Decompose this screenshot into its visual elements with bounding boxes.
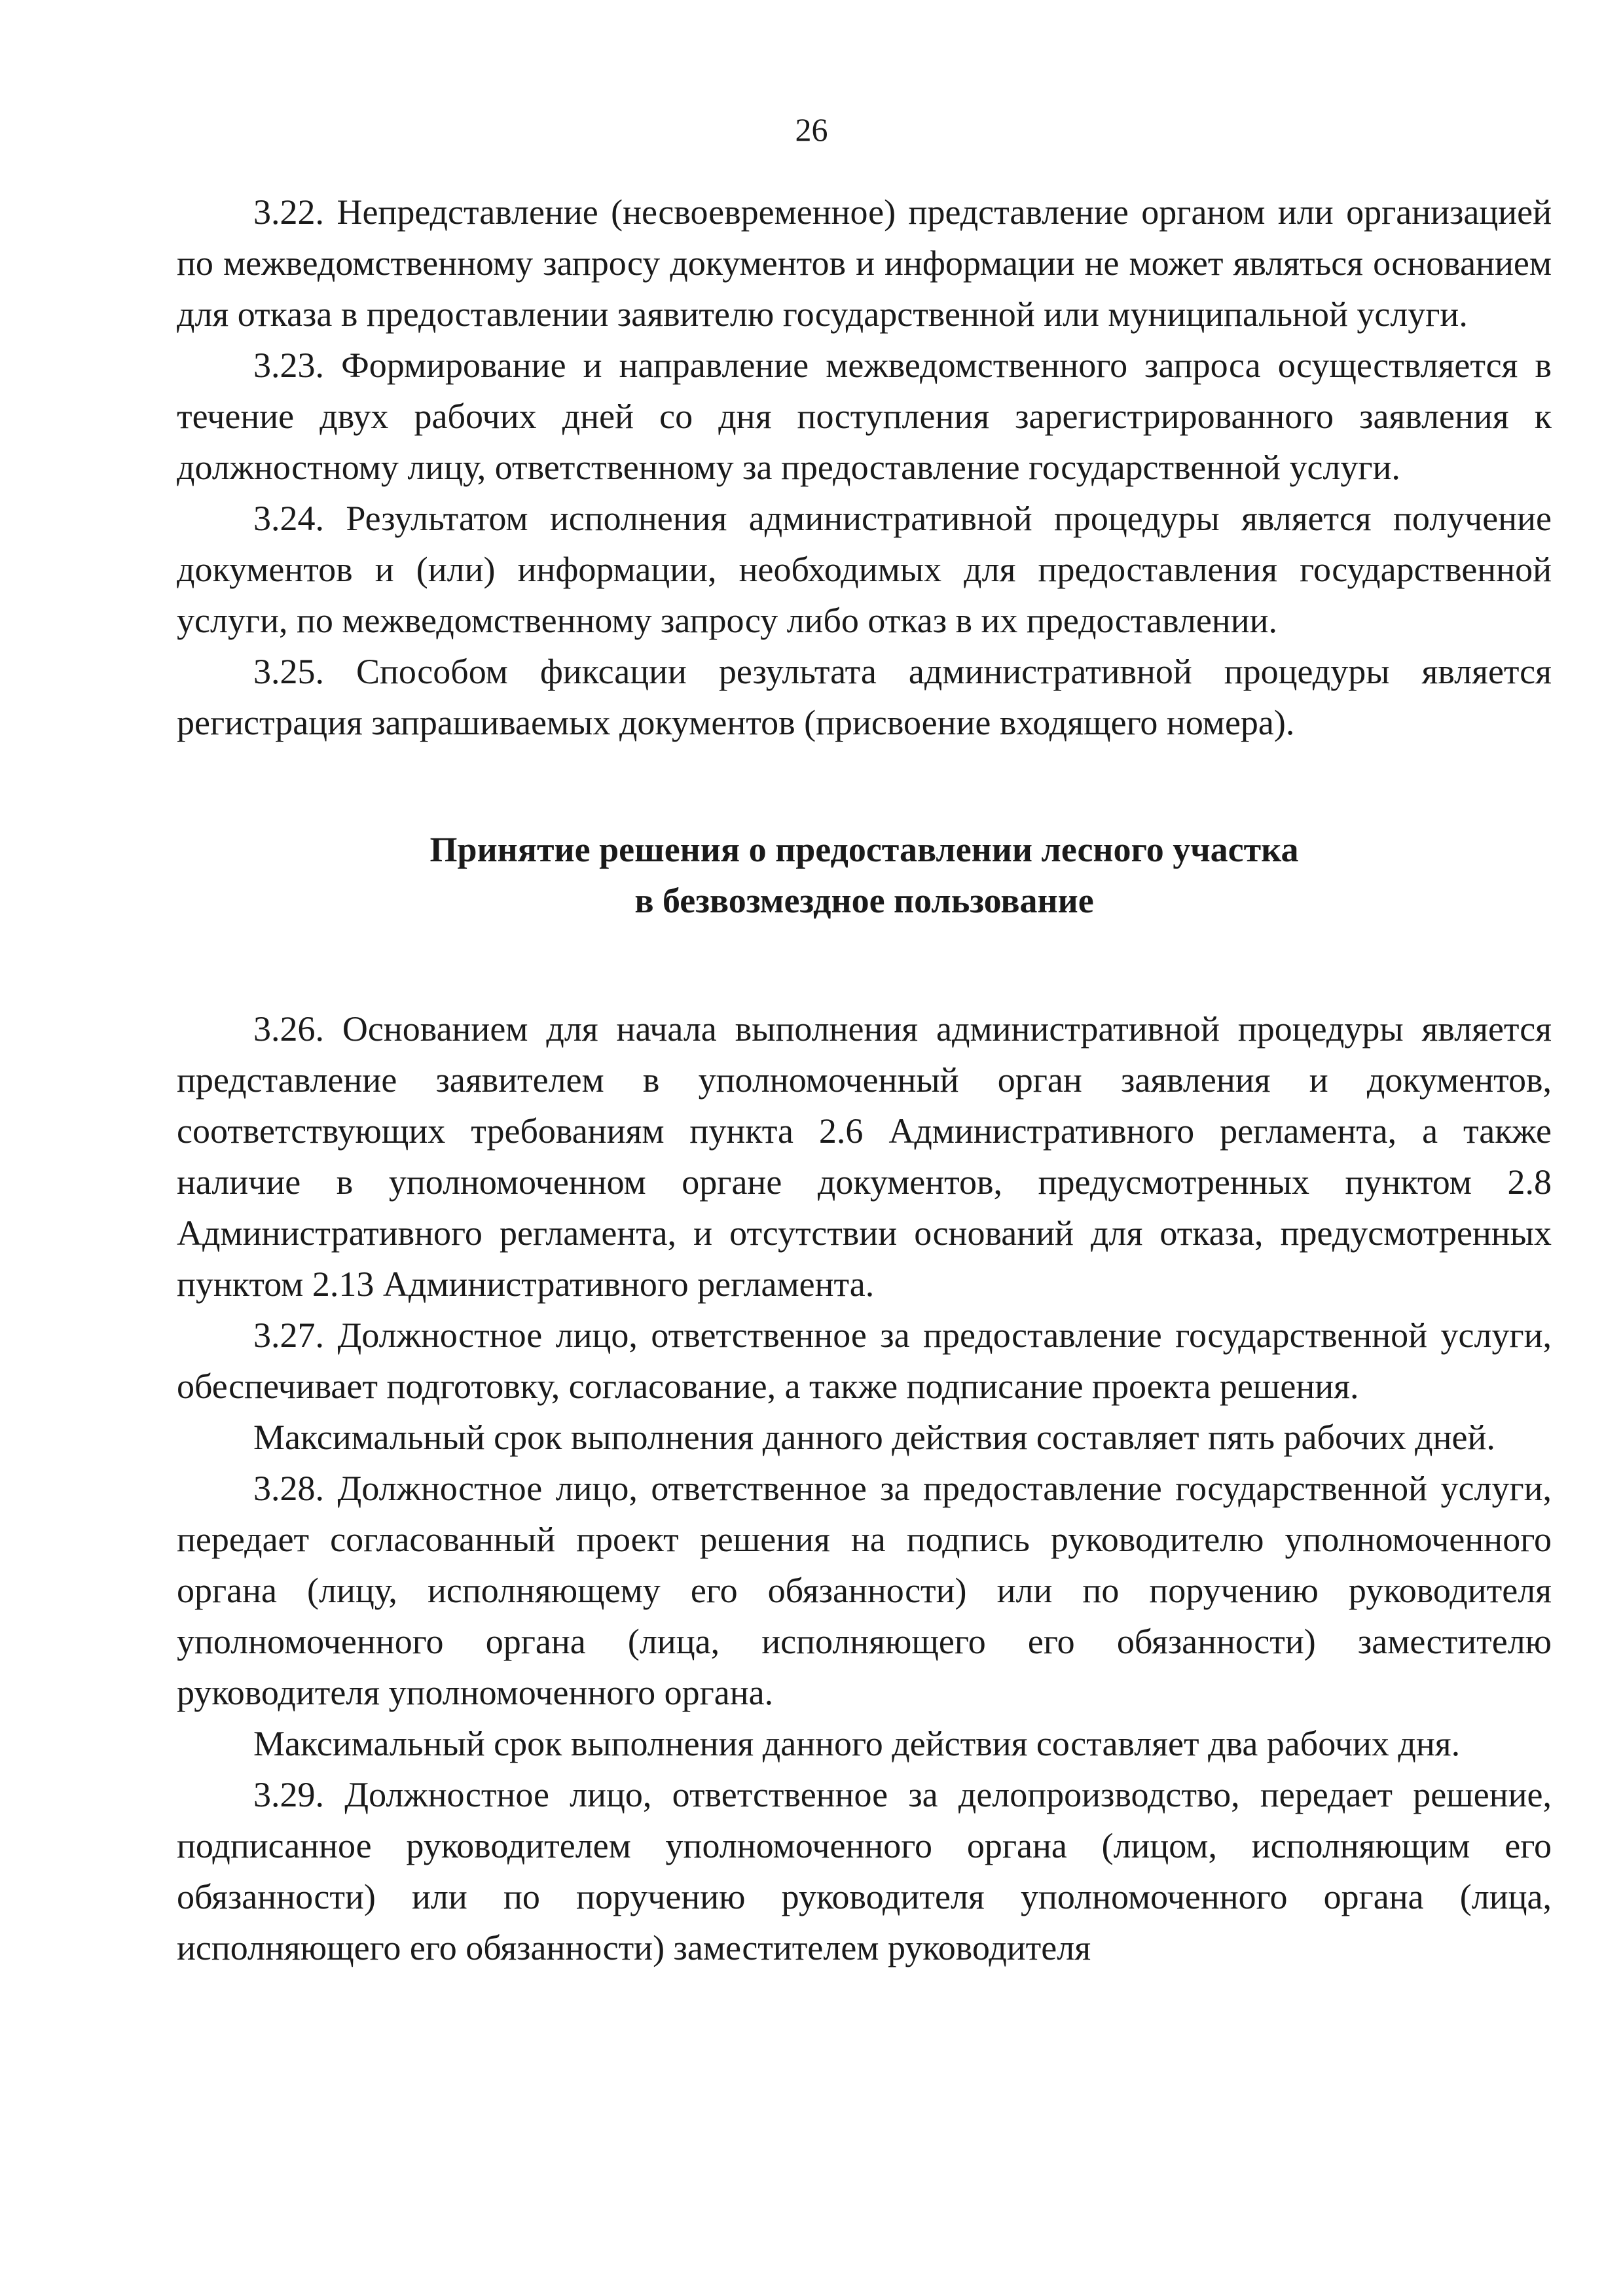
paragraph-3-28: 3.28. Должностное лицо, ответственное за предоставление государственной услуги, передает согласованный проект решения на подпись руководителю уполномоченного органа (лицу, исполняющему его обязанности) или по поручению руководителя уполномоченного органа (лица, исполняющего его обязанности) заместителю руководителя уполномоченного органа.	[177, 1469, 1552, 1712]
paragraph-3-29: 3.29. Должностное лицо, ответственное за делопроизводство, передает решение, подписанное руководителем уполномоченного органа (лицом, исполняющим его обязанности) или по поручению руководителя уполномоченного органа (лица, исполняющего его обязанности) заместителем руководителя	[177, 1775, 1552, 1967]
paragraph-3-25: 3.25. Способом фиксации результата административной процедуры является регистрация запрашиваемых документов (присвоение входящего номера).	[177, 652, 1552, 742]
section-heading-line-2: в безвозмездное пользование	[634, 881, 1094, 920]
document-body	[177, 187, 1552, 1973]
paragraph-3-26: 3.26. Основанием для начала выполнения административной процедуры является представление заявителем в уполномоченный орган заявления и документов, соответствующих требованиям пункта 2.6 Административного регламента, а также наличие в уполномоченном органе документов, предусмотренных пунктом 2.8 Административного регламента, и отсутствии оснований для отказа, предусмотренных пунктом 2.13 Административного регламента.	[177, 1009, 1552, 1304]
paragraph-3-22: 3.22. Непредставление (несвоевременное) представление органом или организацией по межведомственному запросу документов и информации не может являться основанием для отказа в предоставлении заявителю государственной или муниципальной услуги.	[177, 192, 1552, 334]
paragraph-max-term-two-days: Максимальный срок выполнения данного действия составляет два рабочих дня.	[253, 1724, 1461, 1763]
page-number: 26	[795, 111, 828, 148]
section-heading	[177, 824, 1552, 926]
section-heading-line-1: Принятие решения о предоставлении лесного участка	[429, 830, 1299, 869]
paragraph-3-23: 3.23. Формирование и направление межведомственного запроса осуществляется в течение двух рабочих дней со дня поступления зарегистрированного заявления к должностному лицу, ответственному за предоставление государственной услуги.	[177, 346, 1552, 487]
paragraph-max-term-five-days: Максимальный срок выполнения данного действия составляет пять рабочих дней.	[253, 1418, 1495, 1457]
paragraph-3-24: 3.24. Результатом исполнения административной процедуры является получение документов и (или) информации, необходимых для предоставления государственной услуги, по межведомственному запросу либо отказ в их предоставлении.	[177, 499, 1552, 640]
paragraph-3-27: 3.27. Должностное лицо, ответственное за предоставление государственной услуги, обеспечивает подготовку, согласование, а также подписание проекта решения.	[177, 1316, 1552, 1406]
